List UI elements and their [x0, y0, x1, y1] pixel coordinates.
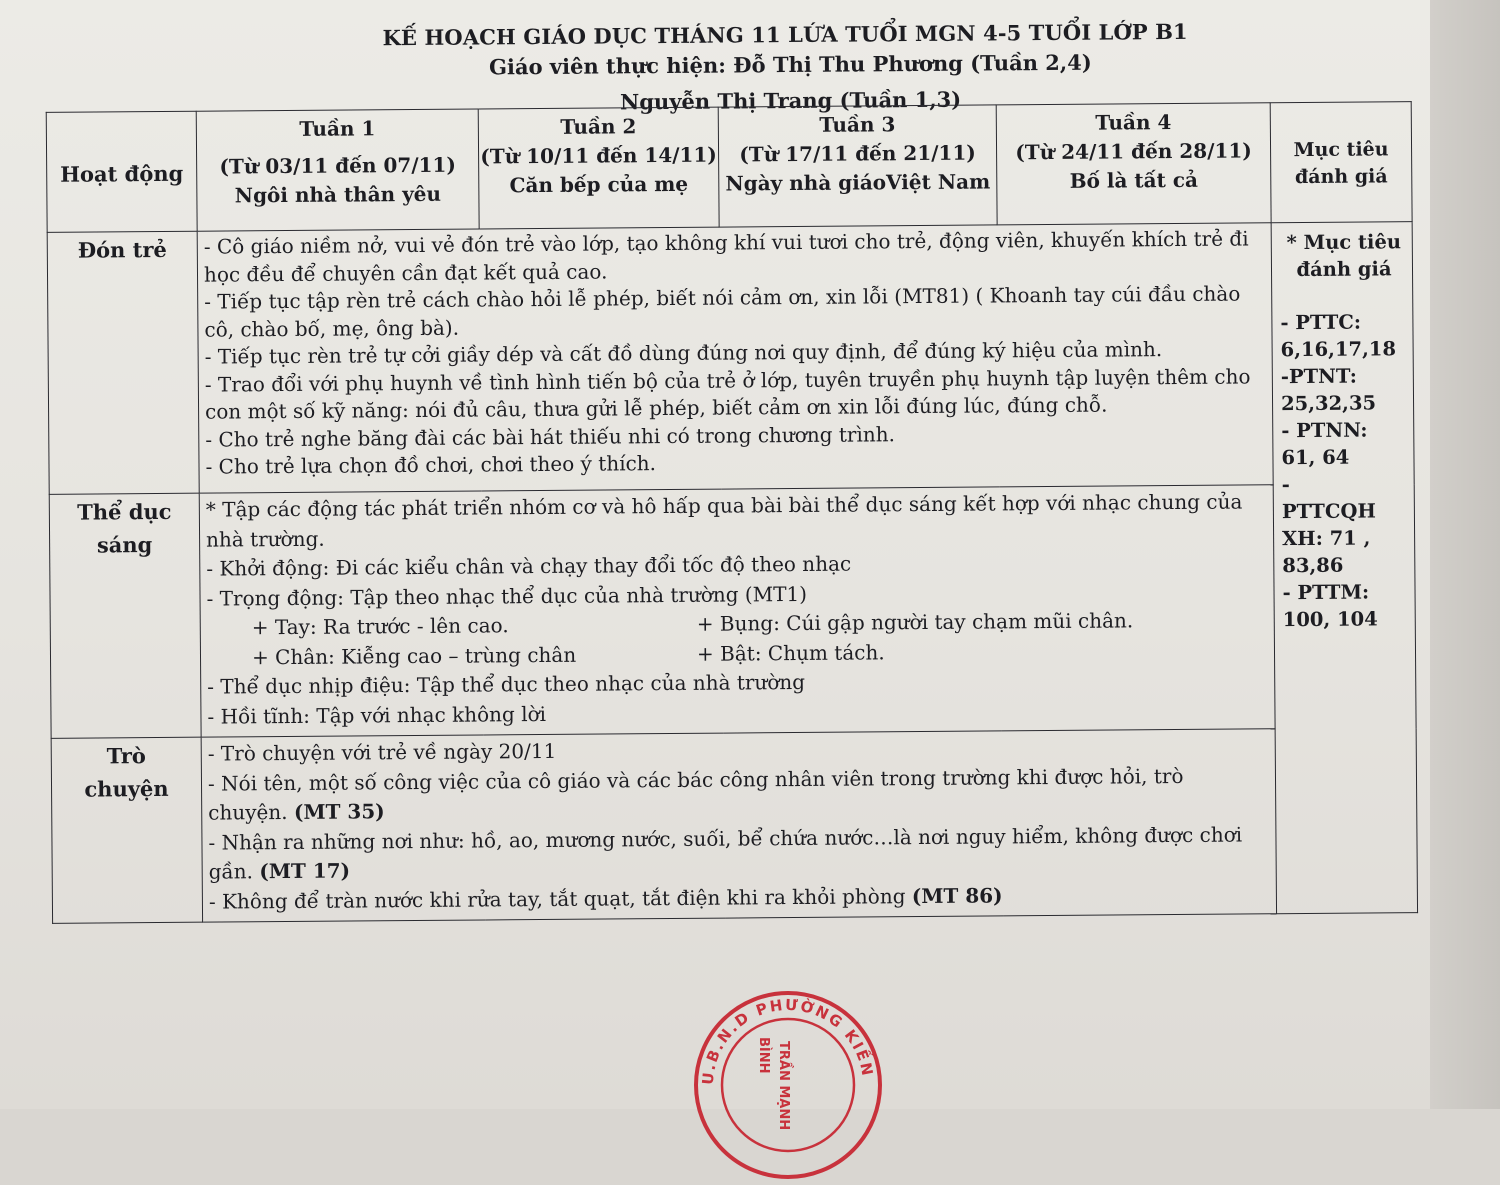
tro-chuyen-text: - Nhận ra những nơi như: hồ, ao, mương nước, suối, bể chứa nước…là nơi nguy hiểm, không được chơi gần. — [208, 822, 1243, 884]
header-week-1 — [196, 109, 479, 231]
don-tre-line: - Tiếp tục rèn trẻ tự cởi giầy dép và cất đồ dùng đúng nơi quy định, để đúng ký hiệu của mình. — [204, 337, 1163, 369]
header-week-2 — [478, 107, 719, 229]
teacher-line-1: Giáo viên thực hiện: Đỗ Thị Thu Phương (Tuần 2,4) — [488, 49, 1092, 80]
the-duc-label-2: sáng — [96, 532, 153, 558]
don-tre-line: - Trao đổi với phụ huynh về tình hình tiến bộ của trẻ ở lớp, tuyên truyền phụ huynh tập luyện thêm cho con một số kỹ năng: nói đủ câu, thưa gửi lễ phép, biết cảm ơn xin lỗi đúng lúc, đúng chỗ. — [204, 363, 1251, 424]
eval-target-line: - PTNN: — [1281, 418, 1368, 443]
header-week-3 — [718, 105, 997, 227]
education-plan-document — [30, 9, 1487, 940]
eval-target-line: 25,32,35 — [1280, 391, 1377, 416]
eval-target-line: 6,16,17,18 — [1280, 337, 1397, 362]
eval-target-line: - — [1281, 473, 1290, 497]
row-label-the-duc — [49, 493, 201, 738]
the-duc-rhythm: - Thể dục nhịp điệu: Tập thể dục theo nhạc của nhà trường — [207, 669, 806, 699]
the-duc-intro: * Tập các động tác phát triển nhóm cơ và hô hấp qua bài bài thể dục sáng kết hợp với nhạc chung của nhà trường. — [205, 489, 1243, 552]
the-duc-warmup: - Khởi động: Đi các kiểu chân và chạy thay đổi tốc độ theo nhạc — [206, 551, 852, 581]
eval-target-line: đánh giá — [1296, 257, 1392, 282]
week-4-theme: Bố là tất cả — [1069, 167, 1199, 193]
eval-target-line: - PTTM: — [1282, 580, 1370, 605]
header-row — [46, 102, 1412, 233]
mt-tag: (MT 35) — [293, 799, 385, 824]
eval-target-line: - PTTC: — [1280, 310, 1362, 335]
tro-chuyen-content — [201, 729, 1276, 922]
tro-chuyen-text: - Nói tên, một số công việc của cô giáo và các bác công nhân viên trong trường khi được hỏi, trò chuyện. — [207, 763, 1184, 825]
header-eval — [1270, 102, 1412, 223]
week-1-theme: Ngôi nhà thân yêu — [234, 181, 442, 208]
week-1-label: Tuần 1 — [299, 116, 376, 141]
week-4-dates: (Từ 24/11 đến 28/11) — [1015, 138, 1252, 165]
week-3-theme: Ngày nhà giáoViệt Nam — [725, 169, 991, 196]
tro-chuyen-line: - Trò chuyện với trẻ về ngày 20/11 — [207, 738, 557, 766]
row-tro-chuyen — [51, 728, 1417, 924]
eval-target-line: 61, 64 — [1281, 445, 1350, 470]
don-tre-content — [197, 223, 1273, 493]
mt-tag: (MT 17) — [259, 858, 351, 884]
eval-target-line: XH: 71 , — [1282, 526, 1371, 551]
row-label-tro-chuyen — [51, 737, 202, 923]
document-title: KẾ HOẠCH GIÁO DỤC THÁNG 11 LỨA TUỔI MGN 4-5 TUỔI LỚP B1 — [382, 18, 1188, 51]
stamp-ring-text: U.B.N.D PHƯỜNG KIẾN — [698, 995, 877, 1086]
eval-target-line: 100, 104 — [1282, 607, 1378, 632]
row-label-don-tre: Đón trẻ — [47, 231, 199, 494]
week-1-dates: (Từ 03/11 đến 07/11) — [219, 152, 456, 179]
week-2-label: Tuần 2 — [560, 114, 637, 139]
week-3-dates: (Từ 17/11 đến 21/11) — [739, 140, 976, 167]
the-duc-cooldown: - Hồi tĩnh: Tập với nhạc không lời — [207, 701, 547, 729]
header-eval-line-1: Mục tiêu — [1293, 138, 1389, 162]
official-stamp — [688, 985, 888, 1185]
eval-target-line: * Mục tiêu — [1286, 230, 1402, 255]
don-tre-line: - Cô giáo niềm nở, vui vẻ đón trẻ vào lớp, tạo không khí vui tươi cho trẻ, động viên, khuyến khích trẻ đi học đều để chuyên cần đạt kết quả cao. — [203, 226, 1249, 287]
exercise-leg: + Chân: Kiễng cao – trùng chân — [251, 642, 577, 669]
exercise-belly: + Bụng: Cúi gập người tay chạm mũi chân. — [696, 608, 1134, 636]
tro-chuyen-label-1: Trò — [106, 743, 146, 769]
don-tre-line: - Cho trẻ nghe băng đài các bài hát thiếu nhi có trong chương trình. — [205, 421, 896, 452]
eval-target-line: PTTCQH — [1281, 499, 1376, 524]
the-duc-label-1: Thể dục — [77, 498, 172, 525]
plan-table — [46, 101, 1418, 924]
tro-chuyen-label-2: chuyện — [84, 775, 169, 802]
teacher-line-2: Nguyễn Thị Trang (Tuần 1,3) — [620, 86, 962, 115]
exercise-jump: + Bật: Chụm tách. — [696, 639, 885, 666]
exercise-arm: + Tay: Ra trước - lên cao. — [251, 613, 509, 640]
stamp-side-text: BÌNH — [756, 1037, 771, 1074]
eval-targets-cell — [1271, 222, 1417, 914]
header-activity: Hoạt động — [46, 111, 197, 232]
week-3-label: Tuần 3 — [819, 112, 896, 137]
mt-tag: (MT 86) — [911, 882, 1003, 908]
don-tre-line: - Tiếp tục tập rèn trẻ cách chào hỏi lễ phép, biết nói cảm ơn, xin lỗi (MT81) ( Khoanh tay cúi đầu chào cô, chào bố, mẹ, ông bà). — [204, 281, 1241, 342]
row-the-duc — [49, 484, 1416, 739]
week-2-dates: (Từ 10/11 đến 14/11) — [480, 142, 717, 169]
week-2-theme: Căn bếp của mẹ — [509, 171, 689, 198]
the-duc-content — [199, 485, 1275, 737]
the-duc-main: - Trọng động: Tập theo nhạc thể dục của nhà trường (MT1) — [206, 581, 808, 611]
header-week-4 — [996, 103, 1271, 225]
stamp-inner-text: TRẦN MẠNH — [776, 1041, 791, 1131]
don-tre-line: - Cho trẻ lựa chọn đồ chơi, chơi theo ý thích. — [205, 451, 657, 479]
tro-chuyen-line — [208, 761, 1269, 828]
eval-target-line: 83,86 — [1282, 553, 1344, 578]
tro-chuyen-text: - Không để tràn nước khi rửa tay, tắt quạt, tắt điện khi ra khỏi phòng — [208, 883, 906, 914]
week-4-label: Tuần 4 — [1095, 110, 1172, 135]
eval-target-line: -PTNT: — [1280, 364, 1358, 389]
tro-chuyen-line — [208, 820, 1269, 887]
row-don-tre — [47, 222, 1414, 495]
header-eval-line-2: đánh giá — [1294, 165, 1388, 189]
